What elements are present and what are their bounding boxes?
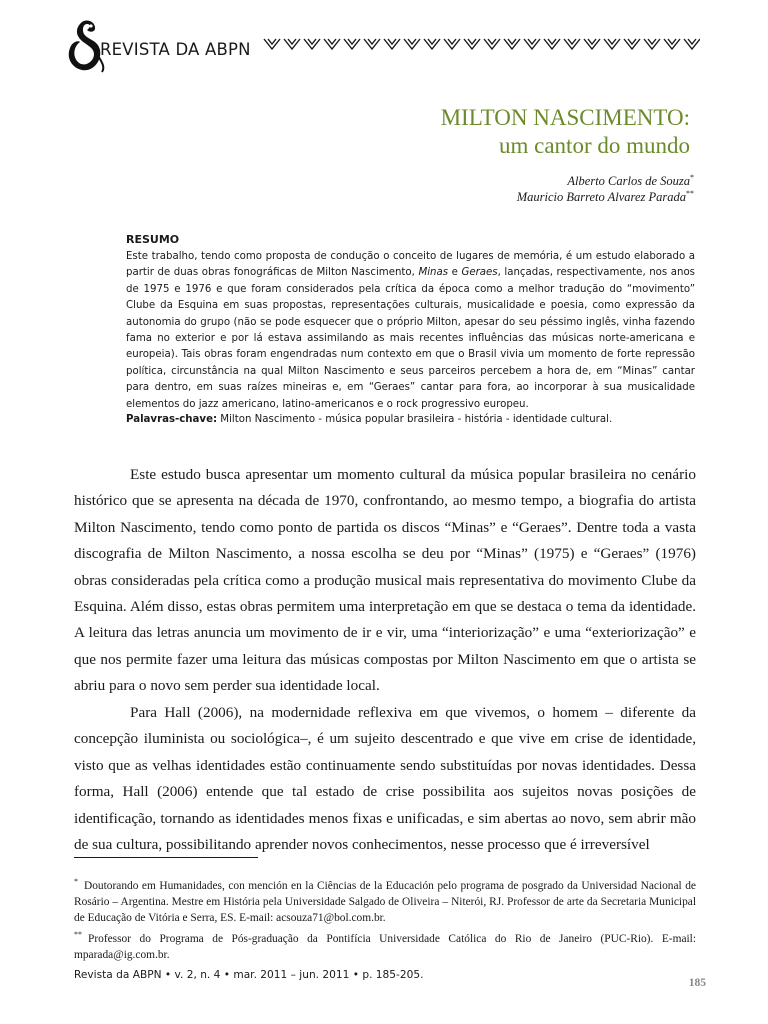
- abstract-text-part-1: Este trabalho, tendo como proposta de condução o conceito de lugares de memória, é um estudo elaborado a partir de duas obras fonográficas de Milton Nascimento,: [126, 251, 695, 279]
- ornament-motif: [304, 39, 320, 49]
- ornament-motif: [624, 39, 640, 49]
- article-title: MILTON NASCIMENTO:: [440, 105, 690, 130]
- ornament-motif: [364, 39, 380, 49]
- ornament-motif: [524, 39, 540, 49]
- abstract-text-part-3: , lançadas, respectivamente, nos anos de 1975 e 1976 e que foram considerados pela crítica da época como a melhor tradução do “movimento” Clube da Esquina em suas propostas, representações culturais, musicalidade e poesia, como expressão da autonomia do grupo (não se pode esquecer que o próprio Milton, apesar do seu péssimo inglês, vinha fazendo fama no exterior e por lá estava assimilando as mais recentes influências das músicas norte-americana e europeia). Tais obras foram engendradas num contexto em que o Brasil vivia um momento de forte repressão política, circunstância na qual Milton Nascimento e seus parceiros percebem a hora de, em “Minas” cantar para dentro, em suas raízes mineiras e, em “Geraes” cantar para fora, ao incorporar à sua musicalidade elementos do jazz americano, latino-americanos e o rock progressivo europeu.: [126, 267, 695, 410]
- ornament-motif: [384, 39, 400, 49]
- ornament-motif: [504, 39, 520, 49]
- abstract-text: [126, 249, 695, 413]
- author-2: [517, 189, 694, 205]
- keywords-label: Palavras-chave:: [126, 414, 218, 425]
- abstract-album-minas: Minas: [418, 267, 449, 279]
- ornament-motif: [604, 39, 620, 49]
- footnote-1-mark: *: [74, 877, 78, 886]
- ornament-motif: [444, 39, 460, 49]
- ornament-motif: [584, 39, 600, 49]
- author-1: [567, 173, 694, 189]
- footnote-2: [74, 927, 696, 963]
- abstract-album-geraes: Geraes: [461, 267, 498, 279]
- author-2-name: Mauricio Barreto Alvarez Parada: [516, 190, 686, 205]
- ornament-motif: [264, 39, 280, 49]
- author-1-name: Alberto Carlos de Souza: [567, 174, 690, 189]
- ornament-motif: [324, 39, 340, 49]
- journal-name: REVISTA DA ABPN: [100, 40, 251, 59]
- body-paragraph-1: [74, 462, 696, 700]
- footnote-1-text: Doutorando em Humanidades, con mención en la Ciências de la Educación pelo programa de posgrado da Universidad Nacional de Rosário – Argentina. Mestre em História pela Universidade Salgado de Oliveira – Niterói, RJ. Professor de arte da Secretaria Municipal de Educação de Vitória e Serra, ES. E-mail: acsouza71@bol.com.br.: [74, 879, 696, 924]
- body-paragraph-2: [74, 700, 696, 858]
- keywords-list: Milton Nascimento - música popular brasileira - história - identidade cultural.: [217, 414, 613, 425]
- ornament-motif: [404, 39, 420, 49]
- keywords: [126, 414, 695, 425]
- ornament-motif: [484, 39, 500, 49]
- article-subtitle: um cantor do mundo: [499, 133, 690, 158]
- body-paragraph-1-text: Este estudo busca apresentar um momento cultural da música popular brasileira no cenário histórico que se apresenta na década de 1970, confrontando, ao mesmo tempo, a biografia do artista Milton Nascimento, tendo como ponto de partida os discos “Minas” e “Geraes”. Dentre toda a vasta discografia de Milton Nascimento, a nossa escolha se deu por “Minas” (1975) e “Geraes” (1976) obras consideradas pela crítica como a produção musical mais representativa do movimento Clube da Esquina. Além disso, estas obras permitem uma interpretação em que se destaca o tema da identidade. A leitura das letras anuncia um movimento de ir e vir, uma “interiorização” e uma “exteriorização” e que nos permite fazer uma leitura das músicas compostas por Milton Nascimento em que o artista se abriu para o novo sem perder sua identidade local.: [74, 466, 696, 695]
- ornament-motif: [464, 39, 480, 49]
- footer-citation: Revista da ABPN • v. 2, n. 4 • mar. 2011 – jun. 2011 • p. 185-205.: [74, 969, 424, 981]
- ornament-motif: [664, 39, 680, 49]
- ornamental-border-icon: [262, 36, 700, 52]
- ornament-motif: [644, 39, 660, 49]
- footnote-2-mark: **: [74, 930, 82, 939]
- body-paragraph-2-text: Para Hall (2006), na modernidade reflexiva em que vivemos, o homem – diferente da concepção iluminista ou sociológica–, é um sujeito descentrado e que vive em crise de identidade, visto que as velhas identidades estão continuamente sendo substituídas por novas identidades. Dessa forma, Hall (2006) entende que tal estado de crise possibilita aos sujeitos novas posições de identificação, tornando as identidades menos fixas e unificadas, e sim abertas ao novo, sem abrir mão de sua cultura, possibilitando aprender novos conhecimentos, nesse processo que é irreversível: [74, 704, 696, 854]
- ornament-motif: [424, 39, 440, 49]
- footnote-2-text: Professor do Programa de Pós-graduação da Pontifícia Universidade Católica do Rio de Janeiro (PUC-Rio). E-mail: mparada@ig.com.br.: [74, 932, 696, 961]
- author-1-footnote-mark: *: [690, 173, 694, 182]
- ornament-motif: [284, 39, 300, 49]
- ornament-motif: [564, 39, 580, 49]
- ornament-motif: [684, 39, 700, 49]
- ornament-motif: [544, 39, 560, 49]
- page-number: 185: [688, 977, 706, 989]
- ornament-motif: [344, 39, 360, 49]
- author-2-footnote-mark: **: [686, 189, 694, 198]
- footnote-divider: [74, 857, 258, 858]
- footnote-1: [74, 874, 696, 926]
- abstract-text-part-2: e: [448, 267, 462, 279]
- abstract-heading: RESUMO: [126, 233, 180, 246]
